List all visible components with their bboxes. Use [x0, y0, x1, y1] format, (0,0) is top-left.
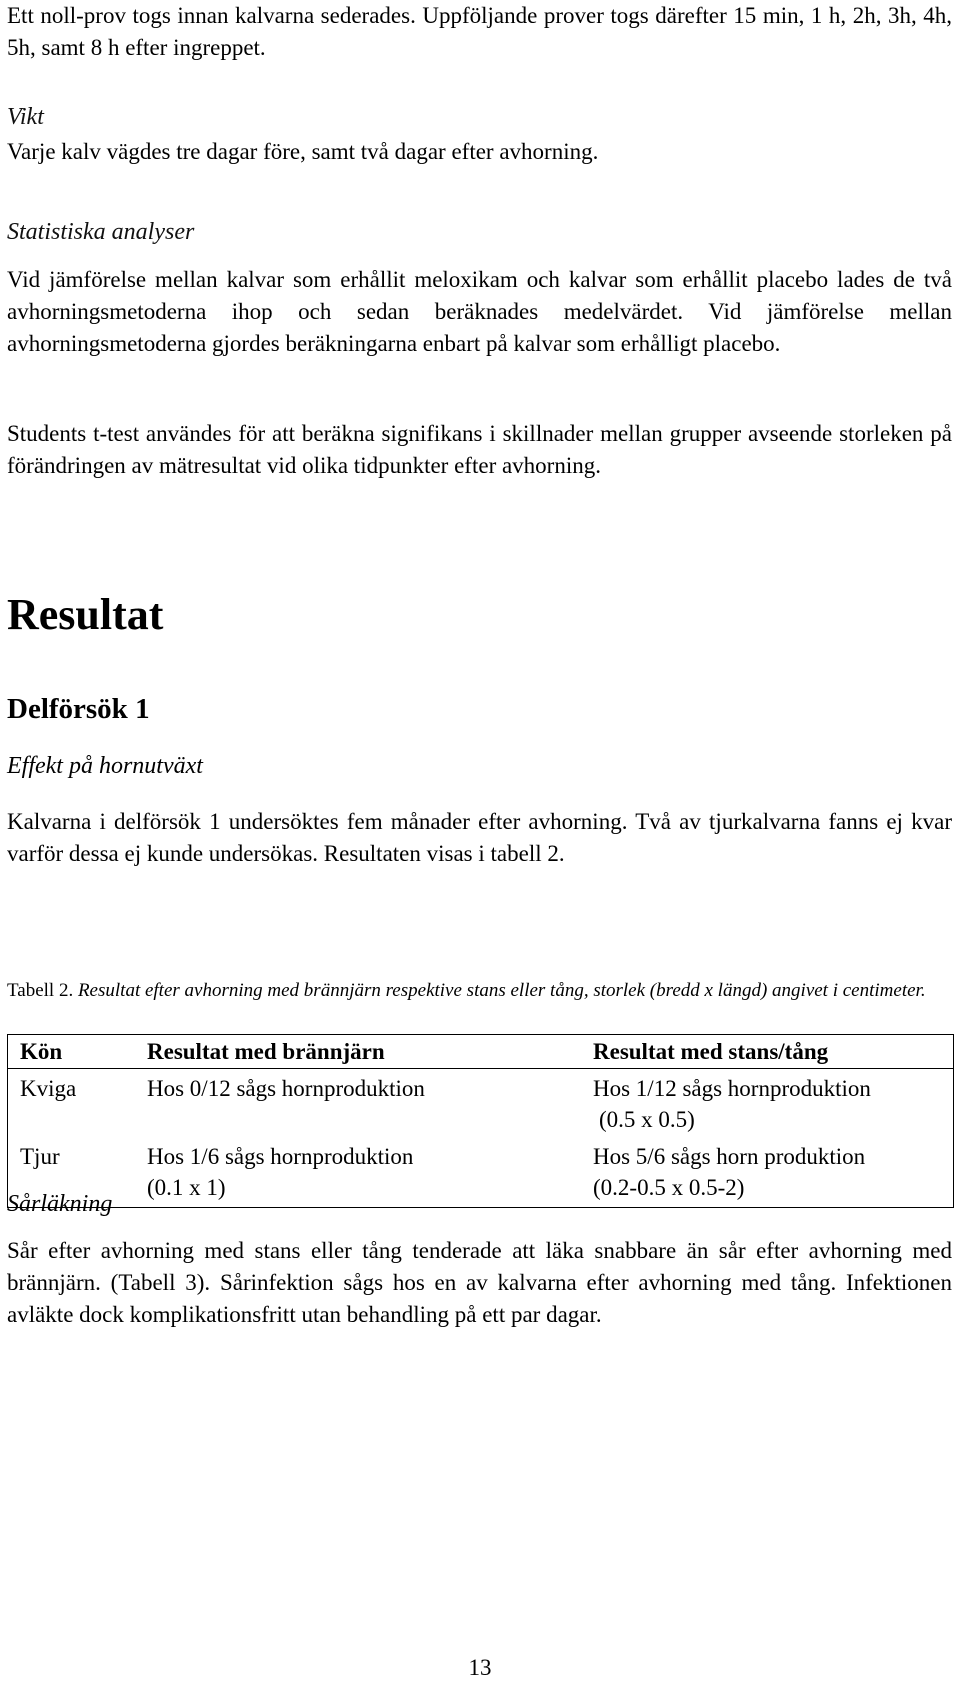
results-table — [7, 1034, 954, 1208]
header-branding-iron: Resultat med brännjärn — [126, 1035, 573, 1069]
header-sex: Kön — [8, 1035, 127, 1069]
statistics-paragraph-2: Students t-test användes för att beräkna signifikans i skillnader mellan grupper avseende storleken på förändringen av mätresultat vid olika tidpunkter efter avhorning. — [7, 421, 952, 478]
horn-growth-heading: Effekt på hornutväxt — [7, 753, 203, 779]
wound-healing-heading: Sårläkning — [7, 1191, 113, 1217]
cell-punch-tong-result: Hos 5/6 sågs horn produktion — [593, 1144, 866, 1169]
cell-punch-tong-size: (0.2-0.5 x 0.5-2) — [593, 1175, 745, 1200]
results-title: Resultat — [7, 590, 164, 639]
table-caption — [7, 979, 952, 1003]
cell-punch-tong-result: Hos 1/12 sågs hornproduktion — [593, 1076, 871, 1101]
cell-branding-iron-result: Hos 0/12 sågs hornproduktion — [147, 1076, 425, 1101]
statistics-heading: Statistiska analyser — [7, 219, 195, 245]
sub-experiment-title: Delförsök 1 — [7, 693, 150, 725]
cell-sex: Kviga — [20, 1076, 77, 1101]
header-punch-tong: Resultat med stans/tång — [573, 1035, 954, 1069]
table-caption-text: Resultat efter avhorning med brännjärn respektive stans eller tång, storlek (bredd x längd) angivet i centimeter. — [77, 980, 926, 1001]
cell-sex: Tjur — [20, 1144, 60, 1169]
intro-paragraph: Ett noll-prov togs innan kalvarna sederades. Uppföljande prover togs därefter 15 min, 1 h, 2h, 3h, 4h, 5h, samt 8 h efter ingreppet. — [7, 3, 952, 60]
results-paragraph: Kalvarna i delförsök 1 undersöktes fem månader efter avhorning. Två av tjurkalvarna fanns ej kvar varför dessa ej kunde undersökas. Resultaten visas i tabell 2. — [7, 809, 952, 866]
wound-healing-paragraph: Sår efter avhorning med stans eller tång tenderade att läka snabbare än sår efter avhorning med brännjärn. (Tabell 3). Sårinfektion sågs hos en av kalvarna efter avhorning med tång. Infektionen avläkte dock komplikationsfritt utan behandling på ett par dagar. — [7, 1238, 952, 1327]
cell-punch-tong — [573, 1069, 954, 1140]
table-header-row — [8, 1035, 954, 1069]
weight-heading: Vikt — [7, 104, 44, 130]
table-caption-label: Tabell 2. — [7, 980, 74, 1001]
weight-paragraph: Varje kalv vägdes tre dagar före, samt två dagar efter avhorning. — [7, 139, 599, 164]
cell-branding-iron-size: (0.1 x 1) — [147, 1175, 226, 1200]
table-row — [8, 1069, 954, 1140]
cell-branding-iron-result: Hos 1/6 sågs hornproduktion — [147, 1144, 414, 1169]
statistics-paragraph-1: Vid jämförelse mellan kalvar som erhållit meloxikam och kalvar som erhållit placebo lades de två avhorningsmetoderna ihop och sedan beräknades medelvärdet. Vid jämförelse mellan avhorningsmetoderna gjordes beräkningarna enbart på kalvar som erhålligt placebo. — [7, 267, 952, 356]
page-number: 13 — [468, 1655, 492, 1680]
cell-punch-tong-size: (0.5 x 0.5) — [599, 1107, 695, 1132]
cell-branding-iron — [126, 1069, 573, 1140]
